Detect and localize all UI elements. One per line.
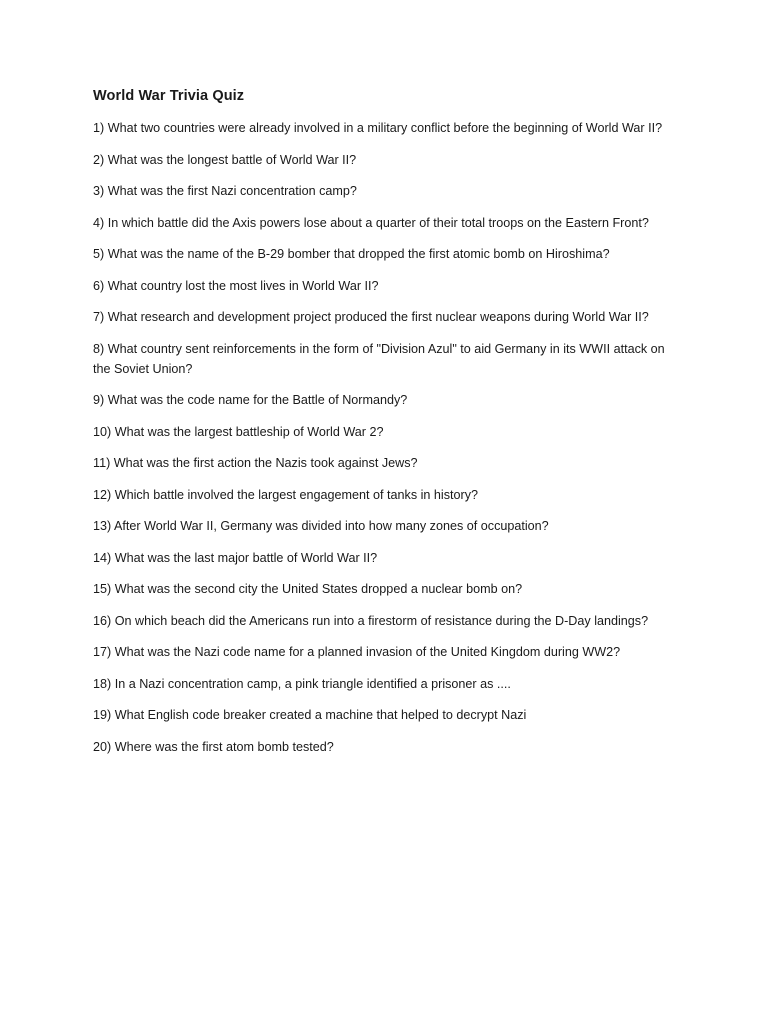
question-7: 7) What research and development project produced the first nuclear weapons during World War II? [93,310,649,324]
question-3: 3) What was the first Nazi concentration camp? [93,184,357,198]
question-2: 2) What was the longest battle of World War II? [93,152,357,167]
question-11: 11) What was the first action the Nazis took against Jews? [93,456,418,470]
question-10: 10) What was the largest battleship of World War 2? [93,424,384,439]
question-15: 15) What was the second city the United States dropped a nuclear bomb on? [93,582,523,596]
quiz-title: World War Trivia Quiz [93,88,245,104]
question-12: 12) Which battle involved the largest engagement of tanks in history? [93,487,479,502]
question-16: 16) On which beach did the Americans run into a firestorm of resistance during the D-Day landings? [93,613,649,628]
question-14: 14) What was the last major battle of World War II? [93,550,378,565]
question-17: 17) What was the Nazi code name for a planned invasion of the United Kingdom during WW2? [93,645,621,659]
question-19: 19) What English code breaker created a machine that helped to decrypt Nazi [93,708,527,722]
question-5: 5) What was the name of the B-29 bomber that dropped the first atomic bomb on Hiroshima? [93,247,610,261]
question-13: 13) After World War II, Germany was divided into how many zones of occupation? [93,519,549,533]
question-18: 18) In a Nazi concentration camp, a pink triangle identified a prisoner as .... [93,676,511,691]
question-4: 4) In which battle did the Axis powers lose about a quarter of their total troops on the Eastern Front? [93,215,649,230]
document-content [93,86,683,768]
question-8: 8) What country sent reinforcements in the form of "Division Azul" to aid Germany in its WWII attack on the Soviet Union? [93,341,665,376]
question-6: 6) What country lost the most lives in World War II? [93,278,379,293]
question-20: 20) Where was the first atom bomb tested? [93,739,334,754]
question-1: 1) What two countries were already involved in a military conflict before the beginning of World War II? [93,121,663,135]
question-9: 9) What was the code name for the Battle of Normandy? [93,393,408,407]
